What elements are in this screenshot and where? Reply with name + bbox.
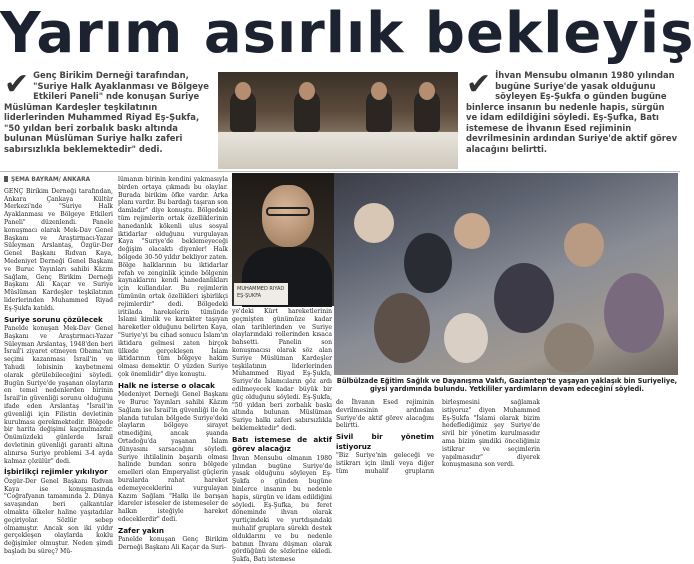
article-column-4 <box>336 399 540 526</box>
body-paragraph: de İhvanın Esed rejiminin devrilmesinin ardından Suriye'de aktif görev alacağını belirtti. <box>336 399 434 430</box>
crowd-figure <box>444 313 488 363</box>
subheading: Suriye sorunu çözülecek <box>4 314 103 324</box>
speaker-face <box>262 185 314 247</box>
panelist-head <box>419 82 435 100</box>
headline: Yarım asırlık bekleyiş <box>0 1 694 66</box>
crowd-figure <box>564 223 604 267</box>
crowd-figure <box>604 273 664 353</box>
article-column-1 <box>4 176 113 556</box>
subheading: Zafer yakın <box>118 525 165 535</box>
crowd-figure <box>404 233 452 293</box>
byline-marker-icon <box>4 176 8 182</box>
body-paragraph: GENÇ Birikim Derneği tarafından, Ankara Çankaya Kültür Merkezi'nde "Suriye Halk Ayaklanması ve Bölgeye Etkileri Paneli" düzenlendi. Panele konuşmacı olarak Mek-Dav Genel Başkanı ve Araştırmacı-Yazar Süleyman Arslantaş, Özgür-Der Genel Başkanı Rıdvan Kaya, Medeniyet Derneği Genel Başkanı ve Buruc Yayınları sahibi Kâzım Sağlam, Genç Birikim Derneği Başkanı Ali Kaçar ve Suriye Müslüman Kardeşler teşkilatının liderlerinden Muhammed Riyad Eş-Şukfa katıldı. <box>4 187 113 312</box>
article-column-2 <box>118 176 228 552</box>
byline <box>4 176 113 185</box>
body-paragraph: ye'deki Kürt hareketlerinin geçmişten günümüze kadar olan tarihlerinden ve Suriye olaylarındaki rollerinden kısaca bahsetti. Panelin son konuşmacısı olarak söz alan Suriye Müslüman Kardeşler teşkilatının liderlerinden Muhammed Riyad Eş-Şukfa, Suriye'de İslamcıların göz ardı edilmeyecek kadar büyük bir güç olduğunu söyledi. Eş-Şukfa, "50 yıldan beri zorbalık baskı altında bulunan Müslüman Suriye halkı zaferi sabırsızlıkla beklemektedir" dedi. <box>232 308 332 432</box>
panel-table <box>218 132 458 169</box>
lead-text-left: Genç Birikim Derneği tarafından, "Suriye Halk Ayaklanması ve Bölgeye Etkileri Paneli" nde konuşan Suriye Müslüman Kardeşler teşkilatının liderlerinden Muhammed Riyad Eş-Şukfa, "50 yıldan beri zorbalık baskı altında bulunan Müslüman Suriye halkı zaferi sabırsızlıkla beklemektedir" dedi. <box>4 70 209 154</box>
glasses-icon <box>266 207 310 216</box>
crowd-figure <box>454 213 490 249</box>
body-paragraph: Panelde konuşan Genç Birikim Derneği Başkanı Ali Kaçar da Suri- <box>118 536 228 552</box>
panelist-head <box>371 82 387 100</box>
crowd-figure <box>354 203 394 243</box>
body-paragraph: "Biz Suriye'nin geleceği ve istikrarı için ilmli veya diğer tüm muhalif grupların birleşmesini sağlamak istiyoruz" diyen Muhammed Eş-Şukfa "İslami olarak bizim hedeflediğimiz şey Suriye'de sivil bir yönetim kurulmasıdır ama bizim şimdiki önceliğimiz istikrar ve seçimlerin yapılmasıdır" diyerek konuşmasına son verdi. <box>336 399 540 475</box>
checkmark-icon: ✔ <box>4 67 30 102</box>
subheading: Halk ne isterse o olacak <box>118 380 215 390</box>
body-paragraph: İhvan Mensubu olmanın 1980 yılından bugüne Suriye'de yasak olduğunu söyleyen Eş-Şukfa o günden bugüne binlerce insanın bu nedenle hapis, sürgün ve idam edildiğini söyledi. Eş-Şufka, bu feret döneminde ihvan olarak yurtiçindeki ve yurtdışındaki muhalif gruplara süreklı destek olduklarını ve bu nedenle batının İhvanı düşman olarak gördüğünü de sözlerine ekledi. Şukfa, Batı istemese <box>232 454 332 564</box>
crowd-figure <box>374 293 430 363</box>
crowd-figure <box>544 323 594 373</box>
photo-caption: Bülbülzade Eğitim Sağlık ve Dayanışma Vakfı, Gaziantep'te yaşayan yaklaşık bin Suriyeliye, giysi yardımında bulundu. Yetkililer yardımların devam edeceğini söyledi. <box>336 377 678 394</box>
speaker-portrait-photo <box>232 173 340 306</box>
subheading: Sivil bir yönetim istiyoruz <box>336 432 434 451</box>
panelist-head <box>235 82 251 100</box>
checkmark-icon: ✔ <box>466 67 492 102</box>
subheading: İşbirlikçi rejimler yıkılıyor <box>4 467 108 477</box>
lead-text-right: İhvan Mensubu olmanın 1980 yılından bugüne Suriye'de yasak olduğunu söyleyen Eş-Şukfa o günden bugüne binlerce insanın bu nedenle hapis, sürgün ve idam edildiğini söyledi. Eş-Şufka, Batı istemese de İhvanın Esed rejiminin devrilmesinin ardından Suriye'de aktif görev alacağını belirtti. <box>466 70 678 154</box>
crowd-figure <box>494 263 554 333</box>
speaker-nameplate: MUHAMMED RIYAD EŞ-ŞUKFA <box>234 283 288 305</box>
body-paragraph: Medeniyet Derneği Genel Başkanı ve Buruc Yayınları sahibi Kâzım Sağlam ise İsrail'in güvenliği ile ön planda tutulan bölgede Suriye'deki olayların bölgeye sirayet etmediğini, ancak şuanda Ortadoğu'da yaşanan İslam dünyasını sarsacağını söyledi. Suriye ihtilalinin başarılı olması halinde bundan sonra bölgede emelleri olan Emperyalist güçlerin buralarda rahat hareket edemeyeceklerini vurgulayan Kazım Sağlam "Halkı ile barışan idareler isteseler de istemeseler de halkın isteğiyle hareket edeceklerdir" dedi. <box>118 391 228 523</box>
body-paragraph: Özgür-Der Genel Başkanı Rıdvan Kaya ise konuşmasında "Coğrafyanın tamamında 2. Dünya savaşından beri çalkantılar olmakta ölkeler haline yaşıtadılar geçiriyolar. Sözlür sebep olmamıştır. Ancak son iki yıldır gerçekleşen olaylarda koklu değişimler olmuştur. Neden şimdi başladı bu süreç? Mü- <box>4 477 113 556</box>
lead-paragraph-right <box>466 67 678 170</box>
crowd-photo <box>334 173 678 375</box>
divider <box>0 171 680 172</box>
panel-photo <box>218 72 458 169</box>
article-column-3 <box>232 308 332 564</box>
body-paragraph: Panelde konuşan Mek-Dav Genel Başkanı ve Araştırmacı-Yazar Süleyman Arslantaş, 1948'den beri İsrail'i ziyaret etmeyen Obama'nın seçimi kazanması İsrail'in ve Yahudi lobisinin kaybetmemi olarak görülebileceğini söyledi. Bugün Suriye'de yaşanan olayların en temel nedenlerden birinin İsrail'in güvenliği sorunu olduğunu ifade eden Arslantaş "İsrail'in güvenliği için Filistin devletinin kurulması gerekmektedir. Bölgede bir harita değişimi kaçınılmazdır. Önümüzdeki günlerde İsrail devletinin güvenliği garanti altına alınırsa Suriye problemi 3-4 ayda kalmaz çözülür" dedi. <box>4 325 113 465</box>
panelist-head <box>299 82 315 100</box>
lead-paragraph-left <box>4 67 212 166</box>
byline-text: ŞEMA BAYRAM/ ANKARA <box>11 177 91 183</box>
body-paragraph: lümanın birinin kendini yakmasıyla birden ortaya çıkmadı bu olaylar. Burada birikim öfke vardır. Arka planı vardır. Bu bardağı taşıran son damladır" diye konuştu. Bölgedeki tüm rejimlerin ortak özelliklerinin hanedanlık kökenli ulus sosyal iktidarlar olduğunu vurgulayan Kaya "Suriye'de beklemeyeceği değişim olacaktı diyenler! Halk bölgede 30-50 yıldır bekliyor zaten. Bölge halklarının bu iktidarlar refah ve zenginlik içinde bölgenin kaynaklarını kendi hanedanlıkları için kullandılar. Bu rejimlerin tümünün ortak özellikleri işbirlikçi rejimlerdir" dedi. Bölgedeki iritilada harekelerin tümünde İslami kimlik ve karakter taşıyan hareketler olduğunu belirten Kaya, "Suriye'yi bu cihad sonucu İslam'ın iktidara gelmesi zaten birçok ülkede gerçekleşen İslam iktidarının tüm bölgeye hakim olması demektir. O yüzden Suriye çok önemlidir" diye konuştu. <box>118 176 228 378</box>
subheading: Batı istemese de aktif görev alacağız <box>232 434 332 454</box>
